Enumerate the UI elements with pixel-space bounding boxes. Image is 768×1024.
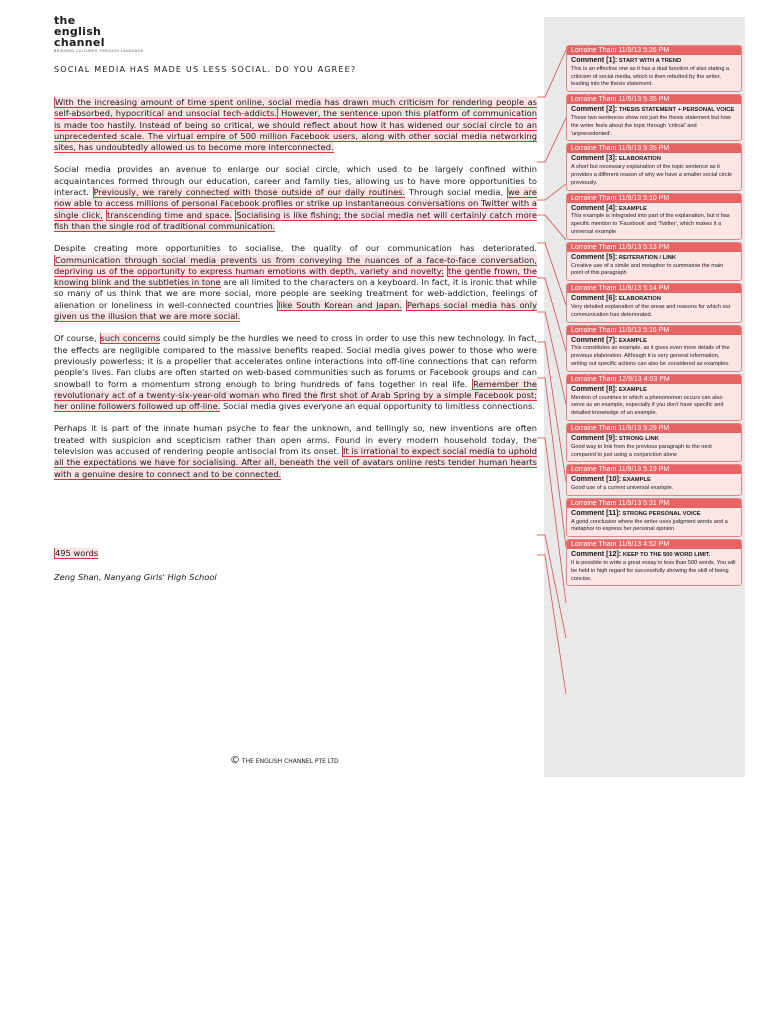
comment-1-header: Lorraine Tham 11/9/13 5:26 PM (567, 46, 741, 55)
p4-text-c: could simply be the hurdles we need to cross in order to use this new technology. In fact, the effects are negligible compared to the massive benefits reaped. (54, 333, 538, 355)
highlight-comment-4[interactable]: we are now able to access millions of personal Facebook profiles or strike up instantaneous conversations on Twitter with a single click, (54, 187, 537, 220)
comment-4-text: This example is integrated into part of the explanation, but it has specific mention to 'Facebook' and 'Twitter', which makes it a universal example (571, 213, 730, 235)
comment-5-type: REITERATION / LINK (618, 254, 677, 261)
connector-2 (537, 118, 566, 162)
comment-5-label: Comment [5]: (571, 251, 618, 261)
p3-text-a: Despite creating more opportunities to socialise, the quality of our communication has deteriorated. (54, 243, 537, 254)
comment-12-text: It is possible to write a great essay in less than 500 words. You will be held in high regard for successfully showing the skill of being concise. (571, 560, 736, 582)
comment-8-label: Comment [8]: (571, 383, 618, 393)
connector-7 (537, 312, 566, 404)
comment-5[interactable] (566, 242, 742, 281)
highlight-comment-6[interactable]: Communication through social media prevents us from conveying the nuances of a face-to-face conversation, depriving us of the opportunity to express human emotions with depth, variety and novelty: (54, 254, 537, 276)
comment-1-type: START WITH A TREND (618, 58, 682, 64)
document-title: SOCIAL MEDIA HAS MADE US LESS SOCIAL. DO YOU AGREE? (54, 65, 357, 74)
comment-12-label: Comment [12]: (571, 549, 622, 559)
comment-11[interactable] (566, 498, 742, 537)
p4-text-a: Of course, (54, 333, 100, 344)
comment-2-type: THESIS STATEMENT + PERSONAL VOICE (618, 107, 735, 114)
logo-line-2: english (54, 25, 102, 38)
comment-3-header: Lorraine Tham 11/9/13 5:35 PM (567, 144, 741, 153)
highlight-comment-12[interactable]: 495 words (55, 548, 99, 558)
comment-1-text: This is an effective one as it has a dual function of also stating a criticism of social media, which is then rebutted by the writer, leading into the thesis statement. (571, 65, 730, 88)
comment-3[interactable] (566, 143, 742, 190)
highlight-comment-8[interactable]: like South Korean and Japan. (278, 299, 402, 310)
author-line: Zeng Shan, Nanyang Girls' High School (54, 572, 217, 582)
comment-4-header: Lorraine Tham 11/9/13 5:10 PM (567, 194, 741, 203)
comment-6-text: Very detailed explanation of the areas and reasons for which our communication has deteriorated. (571, 303, 731, 318)
comment-4-type: EXAMPLE (618, 205, 647, 212)
comment-1[interactable] (566, 45, 742, 92)
comment-2-label: Comment [2]: (571, 104, 618, 114)
comment-3-type: ELABORATION (618, 156, 661, 163)
p3-text-f: are all limited to the characters on a keyboard. In fact, it is ironic that while so many of us think that we are more social, more people are seeking treatment for web-addiction, feelings of alienation or loneliness in well-connected countries (54, 277, 537, 310)
comment-11-label: Comment [11]: (571, 507, 621, 517)
connector-10 (537, 438, 566, 603)
p2-text-a: Social media provides an avenue to enlarge our social circle, which used to be largely confined within acquaintances formed through our education, career and family ties, allowing us to have more opportunities to interact. (54, 164, 537, 198)
comment-4-label: Comment [4]: (571, 202, 618, 212)
comment-7-label: Comment [7]: (571, 334, 618, 344)
p4-text-f: Social media gives everyone an equal opportunity to limitless connections. (220, 401, 535, 412)
comment-9-type: STRONG LINK (618, 435, 659, 442)
comment-7-text: This constitutes an example, as it gives even more details of the previous elaboration. Although it is very general information, writing out specific actions can also be considered as examples. (571, 345, 730, 367)
p5-text-a: Perhaps it is part of the innate human psyche to fear the unknown, and tellingly so, new inventions are often treated with suspicion and scepticism rather than open arms. Found in every modern household today, the television was accused of rendering people antisocial from its onset. (54, 423, 537, 457)
highlight-comment-11[interactable]: It is irrational to expect social media to uphold all the expectations we have for socialising. After all, beneath the veil of avatars online rests tender human hearts with a genuine desire to connect and to be connected. (54, 446, 537, 479)
comment-12-type: KEEP TO THE 500 WORD LIMIT. (622, 552, 711, 559)
comment-8-header: Lorraine Tham 12/9/13 4:03 PM (567, 375, 741, 384)
footer-text: THE ENGLISH CHANNEL PTE LTD (241, 758, 339, 765)
comment-10-text: Good use of a current universal example. (571, 485, 674, 492)
comment-8-text: Mention of countries in which a phenomenon occurs can also serve as an example, especially if you don't have specific and detailed knowledge of an example. (571, 394, 724, 417)
comment-10-label: Comment [10]: (571, 474, 622, 484)
comment-2-header: Lorraine Tham 11/9/13 5:35 PM (567, 95, 741, 104)
comment-1-label: Comment [1]: (571, 55, 618, 64)
highlight-comment-8b[interactable]: Perhaps social media has only given us the illusion that we are more social. (54, 299, 537, 322)
connector-8 (537, 342, 566, 482)
comment-11-header: Lorraine Tham 11/9/13 5:31 PM (567, 499, 741, 508)
copyright-symbol: © (230, 755, 240, 766)
highlight-comment-4b[interactable]: transcending time and space. (107, 209, 233, 220)
connector-1 (537, 50, 566, 97)
p1-text-c: Instead of being so critical, we should reflect about how it has widened our social circle to an unprecedented scale. The virtual empire of 500 million Facebook users, along with other social media networking sites, has undoubtedly allowed us to become more interconnected. (54, 119, 537, 153)
highlight-comment-7[interactable]: the gentle frown, the knowing blink and the subtleties in tone (54, 265, 537, 288)
highlight-comment-5[interactable]: Socialising is like fishing; the social media net will certainly catch more fish than the single rod of traditional communication. (54, 209, 537, 231)
logo-tagline: BRIDGING CULTURES THROUGH LANGUAGE (54, 49, 144, 53)
comment-6-label: Comment [6]: (571, 293, 618, 303)
comment-10-type: EXAMPLE (622, 477, 651, 484)
comment-7[interactable] (566, 325, 742, 372)
comment-7-header: Lorraine Tham 11/9/13 5:16 PM (567, 326, 741, 335)
connector-12 (537, 555, 566, 694)
comment-7-type: EXAMPLE (618, 337, 647, 344)
connector-3 (537, 184, 566, 200)
highlight-comment-3[interactable]: Previously, we rarely connected with those outside of our daily routines. (93, 187, 406, 198)
comment-8-type: EXAMPLE (618, 386, 647, 393)
comment-3-label: Comment [3]: (571, 153, 618, 163)
comment-2-text: These two sentences show not just the thesis statement but how the writer feels about the topic through 'critical' and 'unprecedented'. (571, 114, 731, 137)
comment-5-header: Lorraine Tham 11/9/13 5:13 PM (567, 243, 741, 252)
highlight-comment-9[interactable]: such concerns (100, 333, 161, 344)
p2-text-c: Through social media, (405, 187, 507, 198)
comment-12-header: Lorraine Tham 11/9/13 4:52 PM (567, 540, 741, 549)
comment-6-type: ELABORATION (618, 296, 661, 303)
comment-9[interactable] (566, 423, 742, 462)
connector-9 (537, 378, 566, 547)
p4-text-d: Social media gives power to those who were previously powerless; it is a propeller that accelerates online interactions into off-line connections that can reform people's lives. Fan clubs are often started on web-based communities such as forums or Facebook groups and can snowball to form a momentum strong enough to bring hundreds of fans together in real life. (54, 344, 537, 389)
connector-11 (537, 535, 566, 638)
comment-9-text: Good way to link from the previous paragraph to the next compared to just using a conjunction alone (571, 443, 712, 458)
connector-4 (537, 215, 566, 240)
p1-text-b: However, the sentence upon this platform of communication is made too hastily. (54, 108, 537, 130)
comment-3-text: A short but necessary explanation of the topic sentence as it provides a different reason of why we have a smaller social circle previously. (571, 164, 732, 186)
comment-9-header: Lorraine Tham 11/9/13 5:29 PM (567, 424, 741, 433)
comment-4[interactable] (566, 193, 742, 240)
highlight-comment-1[interactable]: With the increasing amount of time spent online, social media has drawn much criticism for rendering people as self-absorbed, hypocritical and unsocial tech-addicts. (54, 97, 537, 119)
comment-11-text: A good conclusion where the writer uses judgment words and a metaphor to express her personal opinion. (571, 518, 728, 533)
comments-list (566, 45, 742, 588)
comment-2[interactable] (566, 94, 742, 141)
comment-11-type: STRONG PERSONAL VOICE (622, 510, 701, 517)
comment-5-text: Creative use of a simile and metaphor to summarise the main point of this paragraph (571, 262, 724, 277)
logo-line-3: channel (54, 36, 105, 49)
comment-8[interactable] (566, 374, 742, 421)
comment-10-header: Lorraine Tham 11/9/13 5:19 PM (567, 465, 741, 474)
comment-6[interactable] (566, 283, 742, 322)
comment-12[interactable] (566, 539, 742, 586)
comment-9-label: Comment [9]: (571, 432, 618, 442)
highlight-comment-10[interactable]: Remember the revolutionary act of a twenty-six-year-old woman who fired the first shot of Arab Spring by a simple Facebook post; her online followers followed up off-line. (54, 378, 537, 412)
comment-10[interactable] (566, 464, 742, 496)
connector-5 (537, 243, 566, 305)
comment-6-header: Lorraine Tham 11/9/13 5:14 PM (567, 284, 741, 293)
logo-line-1: the (54, 14, 76, 27)
